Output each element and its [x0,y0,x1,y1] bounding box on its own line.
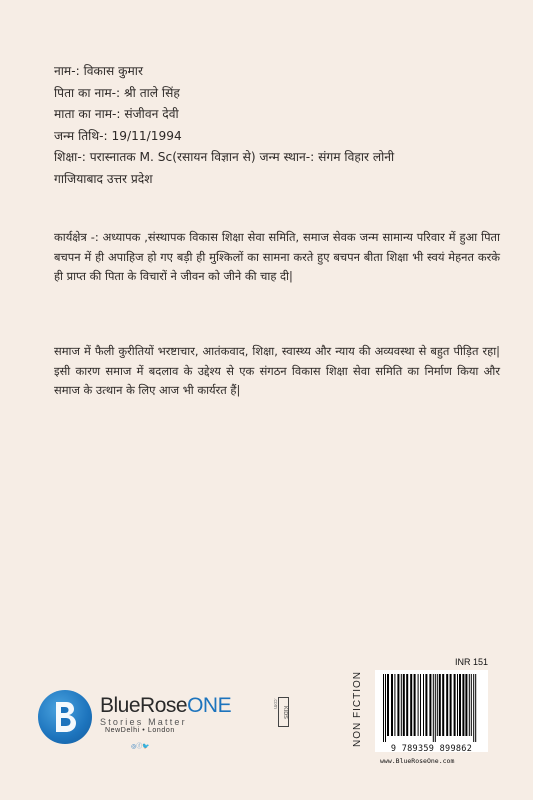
education-line-1: शिक्षा-: परास्नातक M. Sc(रसायन विज्ञान से) जन्म स्थान-: संगम विहार लोनी [54,150,395,164]
barcode-bar [459,674,461,736]
barcode-bar [418,674,419,736]
bluerose-b-icon [38,690,92,744]
barcode-bar [397,674,399,736]
father-name: पिता का नाम-: श्री ताले सिंह [54,85,180,100]
publisher-tagline: Stories Matter [100,717,187,727]
kids-badge: KIDS [278,697,289,727]
barcode-bar [425,674,427,736]
barcode-bar [410,674,412,736]
work-paragraph: कार्यक्षेत्र -: अध्यापक ,संस्थापक विकास शिक्षा सेवा समिति, समाज सेवक जन्म सामान्य परिवार में हुआ पिता बचपन में ही अपाहिज हो गए बड़ी ही मुश्किलों का सामना करते हुए बचपन बीता शिक्षा भी स्वयं मेहनत करके ही प्राप्त की पिता के विचारों ने जीवन को जीने की चाह दी| [54,230,500,284]
society-paragraph: समाज में फैली कुरीतियों भरष्टाचार, आतंकवाद, शिक्षा, स्वास्थ्य और न्याय की अव्यवस्था से बहुत पीड़ित रहा| इसी कारण समाज में बदलाव के उद्देश्य से एक संगठन विकास शिक्षा सेवा समिति का निर्माण किया और समाज के उत्थान के लिए आज भी कार्यरत हैं| [54,344,500,398]
barcode-bar [433,674,434,742]
isbn-number: 9 789359 899862 [390,744,473,754]
author-details [54,62,504,191]
author-name: नाम-: विकास कुमार [54,64,143,78]
barcode-bar [457,674,458,736]
barcode-bar [475,674,476,742]
barcode-bar [423,674,424,736]
barcode-bar [446,674,448,736]
barcode-bar [471,674,472,736]
barcode-bar [401,674,402,736]
price-label: INR 151 [455,657,489,667]
barcode-bar [435,674,436,742]
publisher-name: BlueRoseONE [100,694,232,717]
barcode-bar [414,674,416,736]
date-of-birth: जन्म तिथि-: 19/11/1994 [54,128,182,143]
barcode-bar [429,674,431,736]
category-label: NON FICTION [352,671,363,747]
barcode-bar [473,674,474,742]
barcode-bar [462,674,464,736]
barcode-bar [465,674,467,736]
barcode-icon [381,674,482,744]
barcode-bar [442,674,444,736]
barcode-bar [406,674,408,736]
publisher-website: www.BlueRoseOne.com [380,757,455,765]
publisher-domain-suffix: .com [272,698,278,709]
education-line-2: गाजियाबाद उत्तर प्रदेश [54,171,153,186]
barcode-bar [385,674,386,742]
barcode-bar [454,674,456,736]
barcode-bar [391,674,393,736]
publisher-brand [100,694,288,727]
publisher-cities: NewDelhi • London [105,727,175,734]
barcode-bar [420,674,421,736]
mother-name: माता का नाम-: संजीवन देवी [54,107,179,121]
barcode-bar [403,674,405,736]
barcode-bar [394,674,395,736]
barcode-bar [469,674,470,736]
social-icons: ◎ⓕ🐦 [131,743,150,750]
barcode-bar [450,674,452,736]
barcode-bar [439,674,441,736]
isbn-barcode [375,670,488,752]
barcode-bar [383,674,384,742]
barcode-bar [437,674,438,736]
barcode-bar [387,674,389,736]
